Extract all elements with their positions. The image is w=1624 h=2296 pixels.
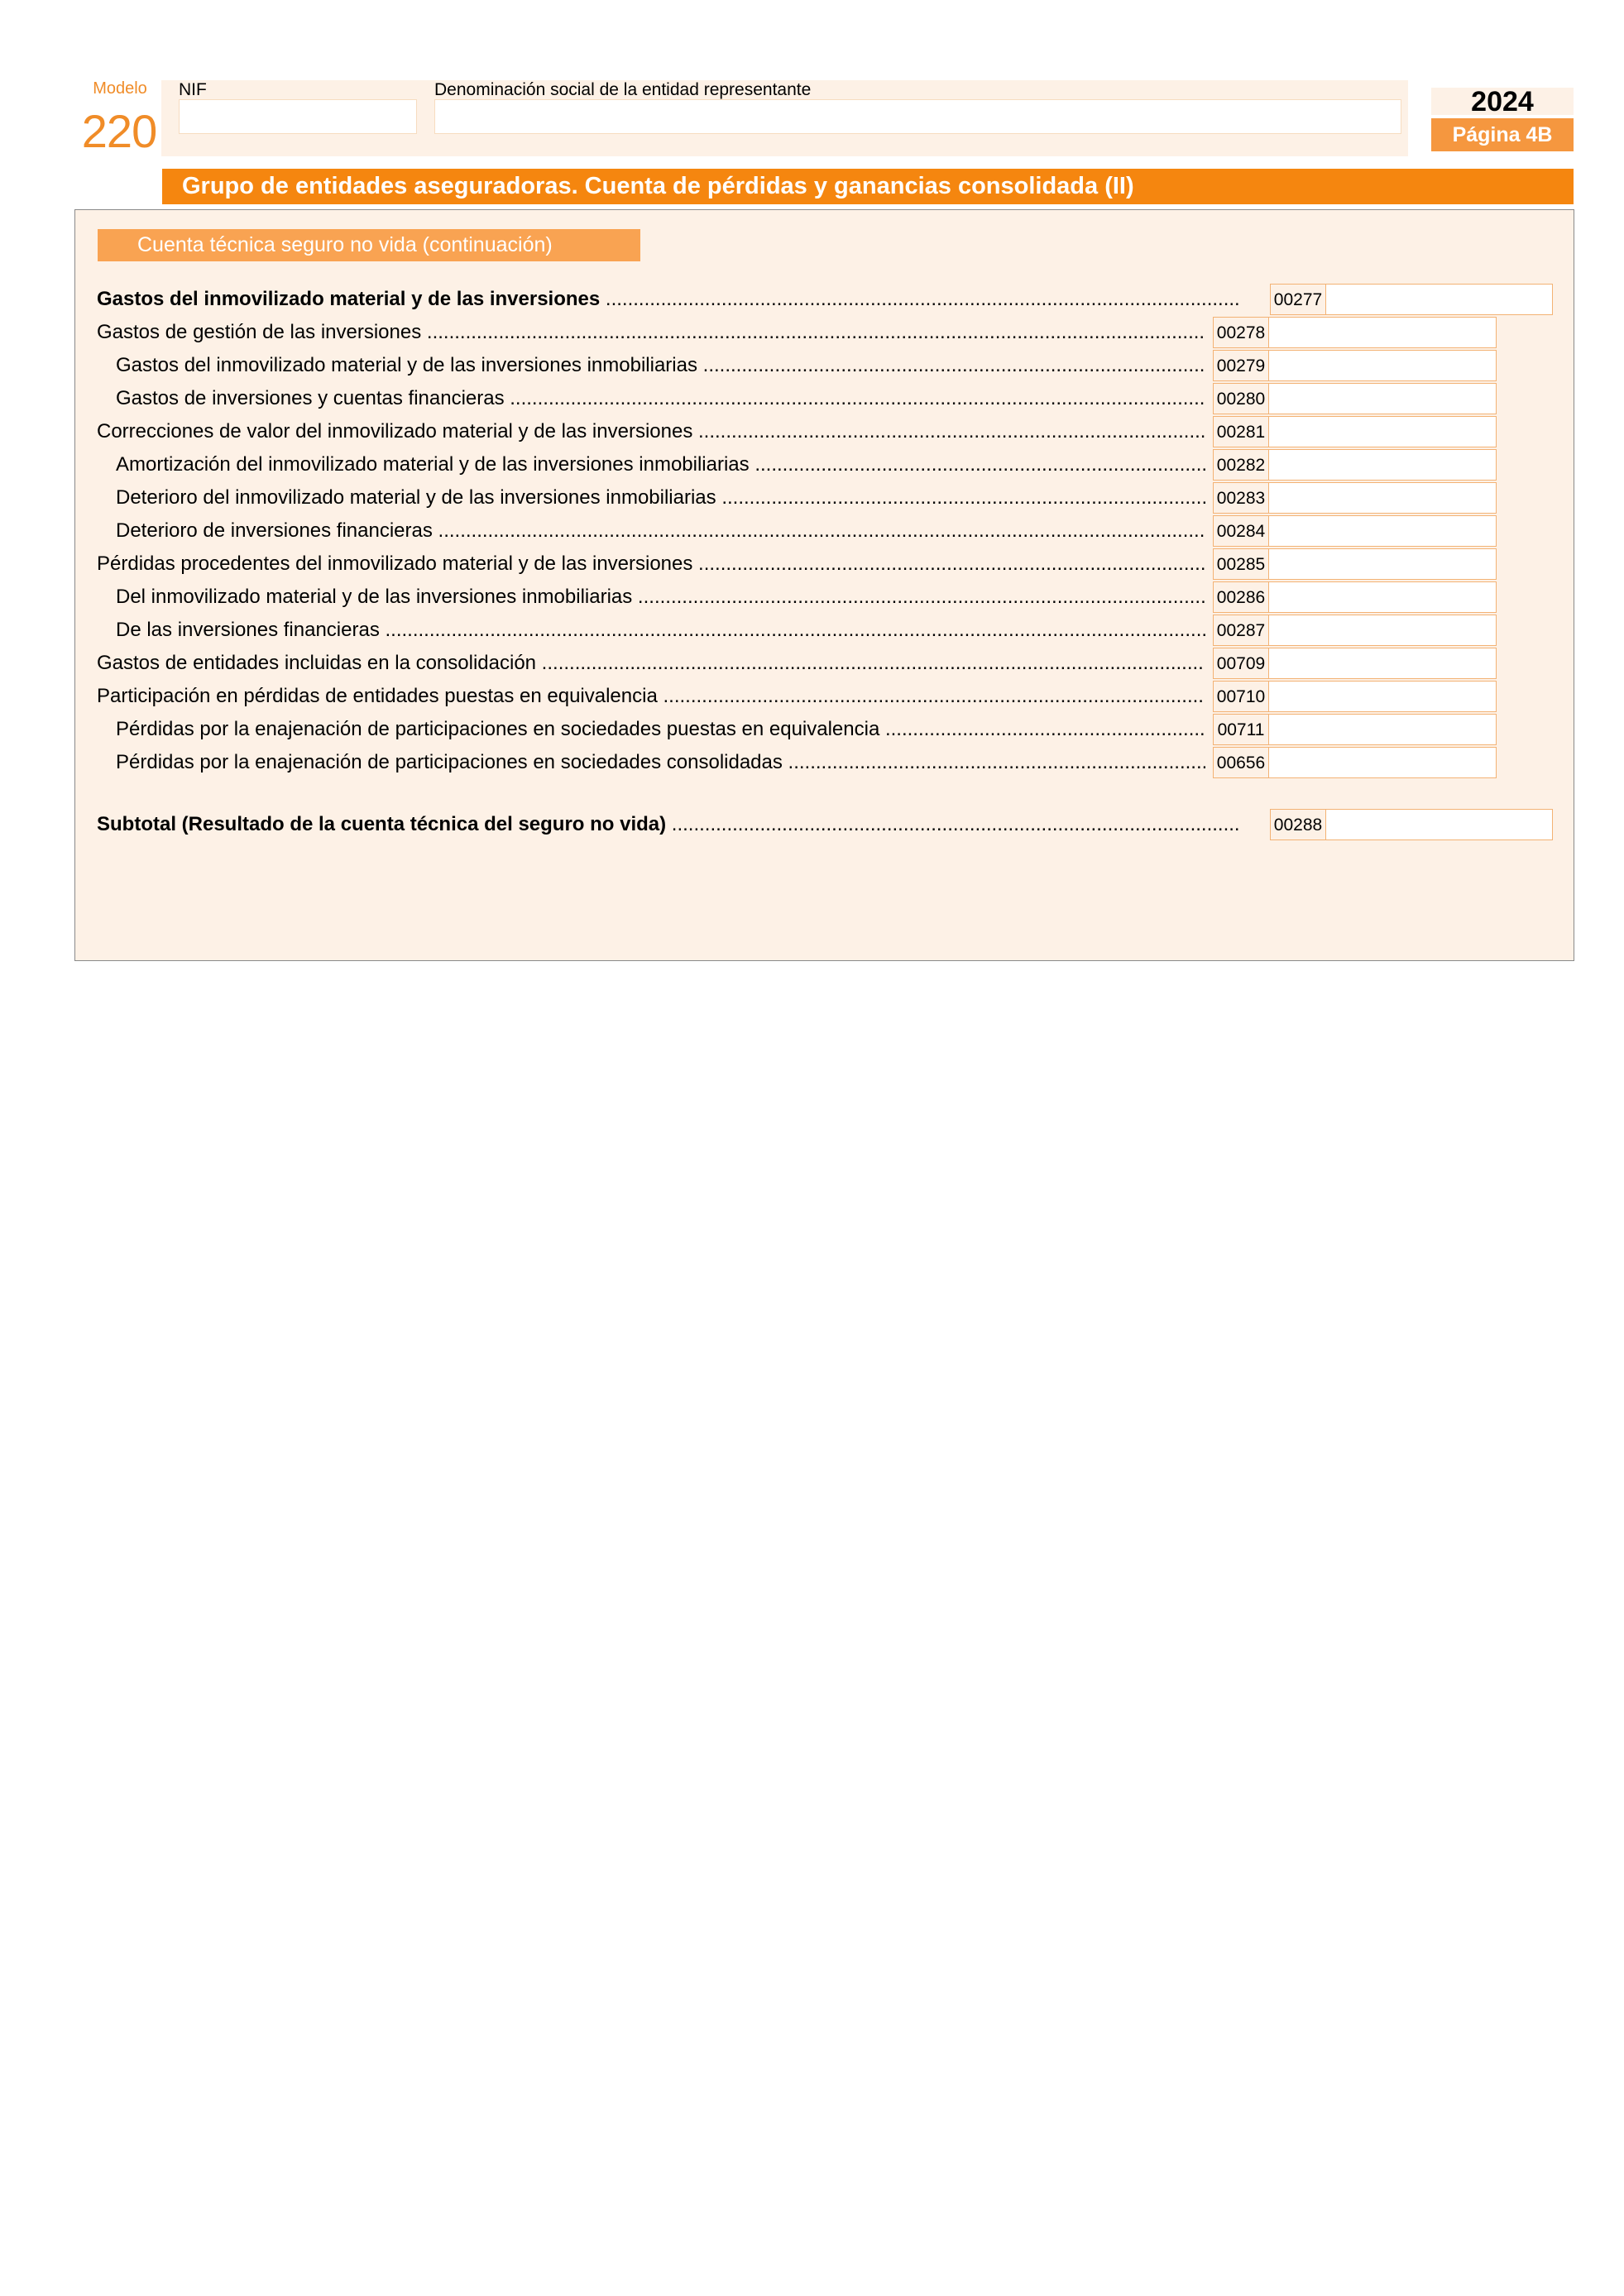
- row-input-00277[interactable]: [1325, 284, 1553, 315]
- row-input-00288[interactable]: [1325, 809, 1553, 840]
- section-header: Cuenta técnica seguro no vida (continuación): [98, 229, 640, 261]
- row-label-00711: Pérdidas por la enajenación de participaciones en sociedades puestas en equivalencia .....: [116, 713, 1205, 746]
- row-code-00284: 00284: [1213, 515, 1269, 547]
- row-input-00709[interactable]: [1268, 648, 1497, 679]
- row-code-00711: 00711: [1213, 714, 1269, 745]
- row-label-00282: Amortización del inmovilizado material y de las inversiones inmobiliarias .....: [116, 448, 1205, 481]
- row-input-00710[interactable]: [1268, 681, 1497, 712]
- row-code-00280: 00280: [1213, 383, 1269, 414]
- row-label-00656: Pérdidas por la enajenación de participaciones en sociedades consolidadas .....: [116, 746, 1205, 779]
- page-title: Grupo de entidades aseguradoras. Cuenta de pérdidas y ganancias consolidada (II): [162, 169, 1574, 204]
- row-code-00285: 00285: [1213, 548, 1269, 580]
- row-code-00279: 00279: [1213, 350, 1269, 381]
- row-code-00281: 00281: [1213, 416, 1269, 447]
- row-input-00656[interactable]: [1268, 747, 1497, 778]
- row-label-00709: Gastos de entidades incluidas en la consolidación .....: [97, 647, 1205, 680]
- row-code-00656: 00656: [1213, 747, 1269, 778]
- row-code-00283: 00283: [1213, 482, 1269, 514]
- row-label-00281: Correcciones de valor del inmovilizado material y de las inversiones .....: [97, 415, 1205, 448]
- row-label-00710: Participación en pérdidas de entidades puestas en equivalencia .....: [97, 680, 1205, 713]
- row-code-00282: 00282: [1213, 449, 1269, 481]
- row-code-00287: 00287: [1213, 615, 1269, 646]
- year-badge: 2024: [1431, 88, 1574, 115]
- row-label-00278: Gastos de gestión de las inversiones .....: [97, 316, 1205, 349]
- row-code-00709: 00709: [1213, 648, 1269, 679]
- row-code-00277: 00277: [1270, 284, 1326, 315]
- modelo-number: 220: [81, 105, 157, 157]
- row-input-00283[interactable]: [1268, 482, 1497, 514]
- row-input-00285[interactable]: [1268, 548, 1497, 580]
- row-code-00278: 00278: [1213, 317, 1269, 348]
- row-code-00286: 00286: [1213, 581, 1269, 613]
- row-code-00710: 00710: [1213, 681, 1269, 712]
- row-input-00711[interactable]: [1268, 714, 1497, 745]
- denominacion-input[interactable]: [434, 99, 1401, 134]
- row-input-00286[interactable]: [1268, 581, 1497, 613]
- row-input-00279[interactable]: [1268, 350, 1497, 381]
- row-input-00282[interactable]: [1268, 449, 1497, 481]
- row-label-00283: Deterioro del inmovilizado material y de las inversiones inmobiliarias .....: [116, 481, 1205, 514]
- row-input-00287[interactable]: [1268, 615, 1497, 646]
- row-input-00281[interactable]: [1268, 416, 1497, 447]
- row-code-00288: 00288: [1270, 809, 1326, 840]
- row-label-00288: Subtotal (Resultado de la cuenta técnica del seguro no vida) .....: [97, 808, 1238, 841]
- nif-label: NIF: [179, 80, 207, 99]
- page-badge: Página 4B: [1431, 118, 1574, 151]
- row-label-00287: De las inversiones financieras .....: [116, 614, 1205, 647]
- row-label-00277: Gastos del inmovilizado material y de las inversiones .....: [97, 283, 1238, 316]
- denominacion-label: Denominación social de la entidad representante: [434, 80, 812, 99]
- row-label-00279: Gastos del inmovilizado material y de las inversiones inmobiliarias .....: [116, 349, 1205, 382]
- modelo-label: Modelo: [93, 79, 147, 98]
- nif-input[interactable]: [179, 99, 417, 134]
- row-label-00286: Del inmovilizado material y de las inversiones inmobiliarias .....: [116, 581, 1205, 614]
- row-label-00285: Pérdidas procedentes del inmovilizado material y de las inversiones .....: [97, 548, 1205, 581]
- row-label-00280: Gastos de inversiones y cuentas financieras .....: [116, 382, 1205, 415]
- row-input-00280[interactable]: [1268, 383, 1497, 414]
- row-label-00284: Deterioro de inversiones financieras .....: [116, 514, 1205, 548]
- row-input-00284[interactable]: [1268, 515, 1497, 547]
- row-input-00278[interactable]: [1268, 317, 1497, 348]
